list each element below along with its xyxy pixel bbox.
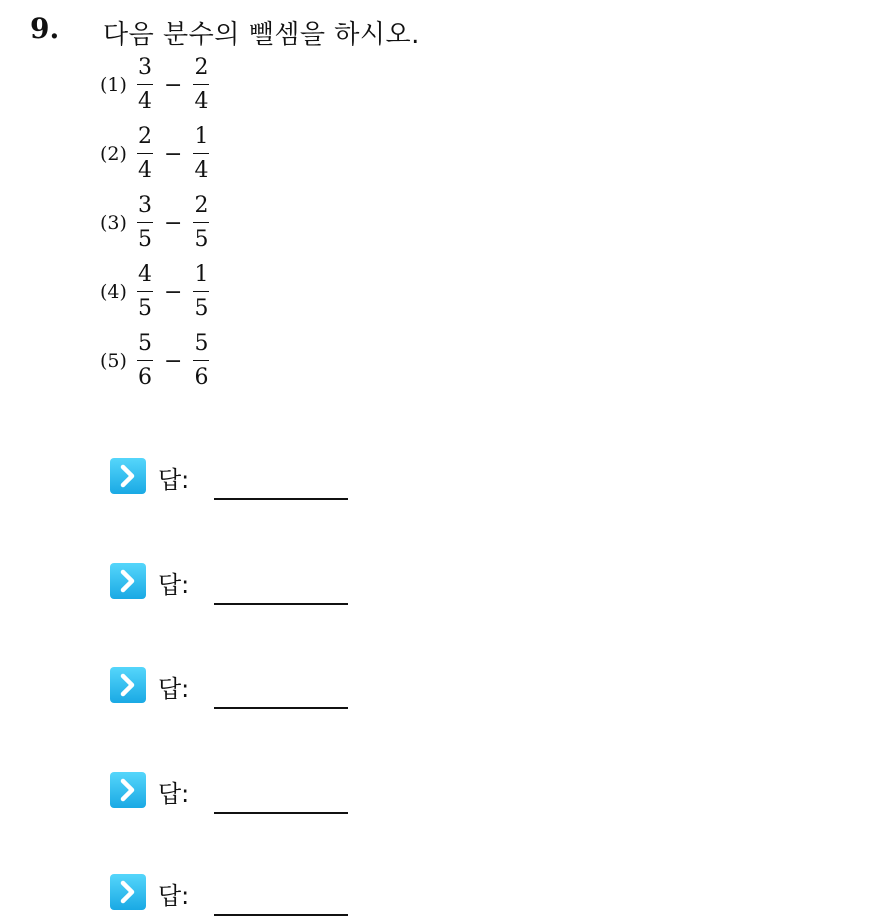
- problem-label: (4): [100, 281, 127, 303]
- answer-row-3: [110, 667, 370, 717]
- minus-sign: −: [164, 210, 183, 236]
- denominator: 4: [138, 89, 152, 115]
- fraction-b: [192, 193, 210, 254]
- answer-label: 답:: [158, 466, 190, 494]
- numerator: 3: [138, 192, 152, 218]
- problem-label: (1): [100, 74, 127, 96]
- denominator: 6: [138, 365, 152, 391]
- fraction-a: [136, 193, 154, 254]
- answer-row-4: [110, 772, 370, 822]
- answer-row-5: [110, 874, 370, 924]
- problem-3: [100, 190, 210, 256]
- fraction-bar: [137, 153, 153, 155]
- chevron-right-icon: [110, 458, 146, 494]
- denominator: 5: [194, 227, 209, 253]
- denominator: 5: [138, 227, 152, 253]
- problem-5: [100, 328, 210, 394]
- minus-sign: −: [164, 348, 183, 374]
- denominator: 4: [138, 158, 152, 184]
- problem-label: (2): [100, 143, 127, 165]
- numerator: 2: [194, 192, 209, 218]
- answer-label: 답:: [158, 882, 190, 910]
- fraction-bar: [193, 222, 209, 224]
- minus-sign: −: [164, 72, 183, 98]
- answer-blank[interactable]: [214, 707, 348, 709]
- answer-blank[interactable]: [214, 914, 348, 916]
- chevron-right-icon: [110, 772, 146, 808]
- chevron-right-icon: [110, 563, 146, 599]
- chevron-right-icon: [110, 874, 146, 910]
- problem-1: [100, 52, 210, 118]
- fraction-b: [192, 55, 210, 116]
- numerator: 5: [194, 330, 209, 356]
- fraction-bar: [193, 360, 209, 362]
- numerator: 1: [194, 261, 209, 287]
- problem-label: (3): [100, 212, 127, 234]
- fraction-bar: [137, 291, 153, 293]
- numerator: 1: [194, 123, 209, 149]
- answer-blank[interactable]: [214, 603, 348, 605]
- answer-row-2: [110, 563, 370, 613]
- problem-label: (5): [100, 350, 127, 372]
- answer-row-1: [110, 458, 370, 508]
- numerator: 5: [138, 330, 152, 356]
- fraction-bar: [193, 84, 209, 86]
- fraction-bar: [193, 291, 209, 293]
- problem-2: [100, 121, 210, 187]
- fraction-bar: [137, 222, 153, 224]
- problem-4: [100, 259, 210, 325]
- denominator: 6: [194, 365, 209, 391]
- minus-sign: −: [164, 141, 183, 167]
- chevron-right-icon: [110, 667, 146, 703]
- answer-label: 답:: [158, 675, 190, 703]
- numerator: 4: [138, 261, 152, 287]
- fraction-b: [192, 124, 210, 185]
- answer-blank[interactable]: [214, 498, 348, 500]
- answer-label: 답:: [158, 571, 190, 599]
- numerator: 2: [138, 123, 152, 149]
- fraction-a: [136, 331, 154, 392]
- fraction-bar: [137, 84, 153, 86]
- answer-blank[interactable]: [214, 812, 348, 814]
- question-text: 다음 분수의 뺄셈을 하시오.: [103, 20, 420, 50]
- question-number: 9.: [30, 12, 60, 45]
- fraction-bar: [137, 360, 153, 362]
- denominator: 4: [194, 158, 209, 184]
- fraction-a: [136, 124, 154, 185]
- fraction-bar: [193, 153, 209, 155]
- denominator: 4: [194, 89, 209, 115]
- denominator: 5: [138, 296, 152, 322]
- fraction-a: [136, 55, 154, 116]
- denominator: 5: [194, 296, 209, 322]
- fraction-b: [192, 331, 210, 392]
- numerator: 3: [138, 54, 152, 80]
- answer-label: 답:: [158, 780, 190, 808]
- minus-sign: −: [164, 279, 183, 305]
- fraction-a: [136, 262, 154, 323]
- numerator: 2: [194, 54, 209, 80]
- fraction-b: [192, 262, 210, 323]
